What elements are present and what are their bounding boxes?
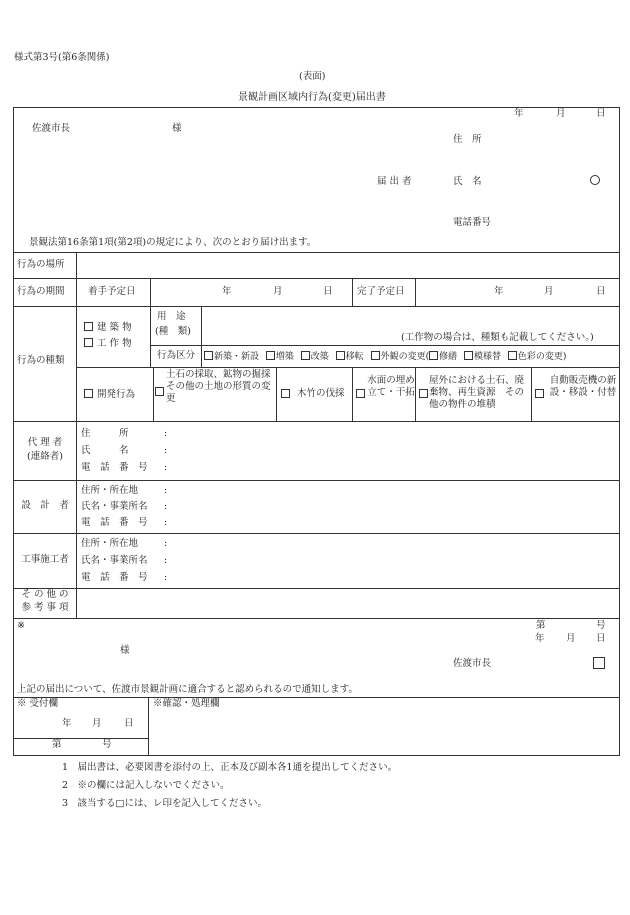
opt-repair: 修繕 xyxy=(439,352,458,362)
constructor-label: 工事施工者 xyxy=(21,554,69,565)
type-label: 行為の種類 xyxy=(17,355,65,366)
checkbox-new[interactable] xyxy=(204,351,213,360)
date-month: 月 xyxy=(556,108,566,119)
agent-sub-label: (連絡者) xyxy=(27,451,63,462)
earth-text-2: その他の土地の形質の変更 xyxy=(166,380,271,404)
checkbox-storage[interactable] xyxy=(419,389,429,401)
notice-year: 年 xyxy=(535,633,545,644)
note-2: 2 ※の欄には記入しないでください。 xyxy=(62,780,230,791)
period-label: 行為の期間 xyxy=(17,286,65,297)
checkbox-relocate[interactable] xyxy=(336,351,345,360)
start-day: 日 xyxy=(323,286,333,297)
opt-relocate: 移転 xyxy=(345,352,364,362)
notice-sentence: 上記の届出について、佐渡市景観計画に適合すると認められるので通知します。 xyxy=(17,684,358,695)
constructor-name-label: 氏名・事業所名 xyxy=(81,555,148,566)
use-label-1: 用 途 xyxy=(157,311,186,322)
finish-year: 年 xyxy=(494,286,504,297)
finish-month: 月 xyxy=(544,286,554,297)
other-label-1: そ の 他 の xyxy=(21,589,69,600)
addressee: 佐渡市長 xyxy=(32,123,71,134)
reception-year: 年 xyxy=(62,718,72,729)
start-year: 年 xyxy=(222,286,232,297)
act-options xyxy=(204,351,566,362)
reception-label: ※ 受付欄 xyxy=(17,698,59,709)
opt-remodel: 模様替 xyxy=(473,352,501,362)
notice-month: 月 xyxy=(566,633,576,644)
structure-label: 工 作 物 xyxy=(97,338,132,349)
place-label: 行為の場所 xyxy=(17,259,65,270)
confirm-label: ※確認・処理欄 xyxy=(153,698,220,709)
reception-go: 号 xyxy=(102,739,112,750)
checkbox-remodel[interactable] xyxy=(464,351,473,360)
opt-exterior: 外観の変更( xyxy=(380,352,430,362)
form-number: 様式第3号(第6条関係) xyxy=(14,52,110,63)
side-label: (表面) xyxy=(299,71,326,82)
checkbox-vending[interactable] xyxy=(535,389,545,401)
colon: : xyxy=(164,485,168,496)
use-label-2: (種 類) xyxy=(155,326,191,337)
constructor-phone-label: 電 話 番 号 xyxy=(81,572,148,583)
official-seal-icon xyxy=(593,657,605,669)
other-label-2: 参 考 事 項 xyxy=(21,602,69,613)
finish-label: 完了予定日 xyxy=(357,286,405,297)
designer-phone-label: 電 話 番 号 xyxy=(81,517,148,528)
agent-phone-label: 電 話 番 号 xyxy=(81,462,148,473)
development-label: 開発行為 xyxy=(97,389,136,400)
checkbox-color[interactable] xyxy=(508,351,517,360)
checkbox-bamboo[interactable] xyxy=(281,389,291,401)
designer-name-label: 氏名・事業所名 xyxy=(81,501,148,512)
lead-sentence: 景観法第16条第1項(第2項)の規定により、次のとおり届け出ます。 xyxy=(29,237,317,248)
colon: : xyxy=(164,517,168,528)
colon: : xyxy=(164,428,168,439)
structure-note: (工作物の場合は、種類も記載してください。) xyxy=(401,332,594,343)
checkbox-building[interactable] xyxy=(84,322,132,334)
bamboo-label: 木竹の伐採 xyxy=(297,388,345,399)
opt-extension: 増築 xyxy=(275,352,294,362)
checkbox-water[interactable] xyxy=(356,389,366,401)
storage-label: 屋外における土石、廃棄物、再生資源 その他の物件の堆積 xyxy=(429,375,525,410)
notice-mayor: 佐渡市長 xyxy=(453,658,492,669)
applicant-phone-label: 電話番号 xyxy=(453,217,492,228)
start-label: 着手予定日 xyxy=(88,286,136,297)
checkbox-earth[interactable] xyxy=(155,387,165,399)
finish-day: 日 xyxy=(596,286,606,297)
form-title: 景観計画区域内行為(変更)届出書 xyxy=(238,92,386,103)
date-year: 年 xyxy=(514,108,524,119)
earth-label xyxy=(166,369,276,405)
earth-text: 土石の採取、鉱物の掘採 xyxy=(166,369,271,380)
addressee-sama: 様 xyxy=(172,123,182,134)
agent-address-label: 住 所 xyxy=(81,428,129,439)
colon: : xyxy=(164,555,168,566)
checkbox-repair[interactable] xyxy=(429,351,438,360)
checkbox-structure[interactable] xyxy=(84,338,132,350)
opt-new: 新築・新設 xyxy=(214,352,260,362)
checkbox-rebuild[interactable] xyxy=(301,351,310,360)
colon: : xyxy=(164,538,168,549)
act-category-label: 行為区分 xyxy=(157,350,196,361)
notice-go: 号 xyxy=(596,620,606,631)
reception-day: 日 xyxy=(124,718,134,729)
designer-label: 設 計 者 xyxy=(21,500,69,511)
notice-dai: 第 xyxy=(536,620,546,631)
colon: : xyxy=(164,445,168,456)
seal-icon xyxy=(590,175,600,185)
notice-day: 日 xyxy=(596,633,606,644)
colon: : xyxy=(164,572,168,583)
notice-mark: ※ xyxy=(17,620,25,631)
constructor-address-label: 住所・所在地 xyxy=(81,538,139,549)
start-month: 月 xyxy=(273,286,283,297)
applicant-label: 届 出 者 xyxy=(377,176,412,187)
building-label: 建 築 物 xyxy=(97,322,132,333)
applicant-address-label: 住 所 xyxy=(453,134,482,145)
reception-month: 月 xyxy=(92,718,102,729)
date-day: 日 xyxy=(596,108,606,119)
agent-name-label: 氏 名 xyxy=(81,445,129,456)
note-1: 1 届出書は、必要図書を添付の上、正本及び副本各1通を提出してください。 xyxy=(62,762,398,773)
reception-dai: 第 xyxy=(52,739,62,750)
agent-label: 代 理 者 xyxy=(27,437,63,448)
note-3: 3 該当する□には、レ印を記入してください。 xyxy=(62,798,268,809)
opt-rebuild: 改築 xyxy=(310,352,329,362)
water-label: 水面の埋め立て・干拓 xyxy=(367,375,415,398)
designer-address-label: 住所・所在地 xyxy=(81,485,139,496)
vending-label: 自動販売機の新設・移設・付替 xyxy=(549,375,617,398)
colon: : xyxy=(164,501,168,512)
checkbox-development[interactable] xyxy=(84,389,135,401)
opt-color: 色彩の変更) xyxy=(517,352,567,362)
applicant-name-label: 氏 名 xyxy=(453,176,482,187)
colon: : xyxy=(164,462,168,473)
checkbox-exterior[interactable] xyxy=(371,351,380,360)
checkbox-extension[interactable] xyxy=(266,351,275,360)
notice-sama: 様 xyxy=(120,645,130,656)
